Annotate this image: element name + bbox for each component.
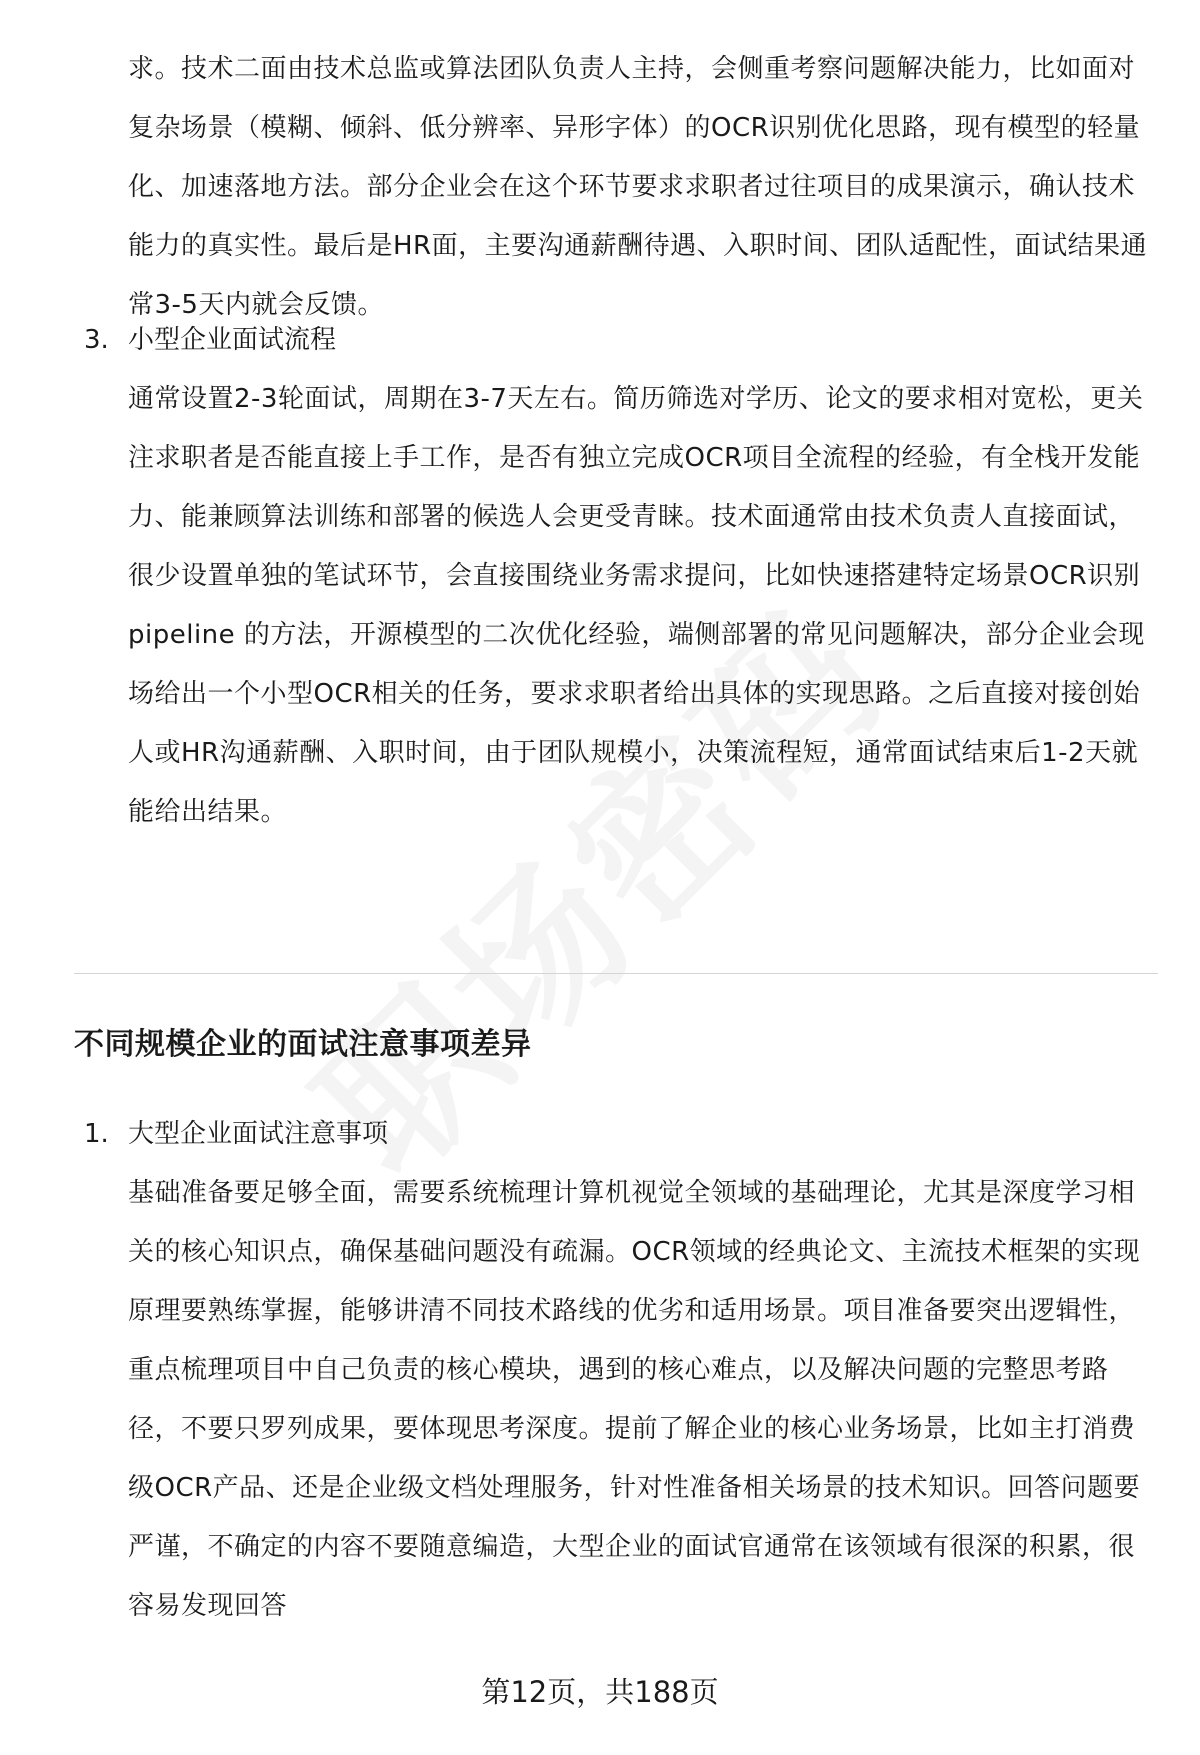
- list-item-3-body: 通常设置2-3轮面试，周期在3-7天左右。简历筛选对学历、论文的要求相对宽松，更关注求职者是否能直接上手工作，是否有独立完成OCR项目全流程的经验，有全栈开发能力、能兼顾算法训练和部署的候选人会更受青睐。技术面通常由技术负责人直接面试，很少设置单独的笔试环节，会直接围绕业务需求提问，比如快速搭建特定场景OCR识别 pipeline 的方法，开源模型的二次优化经验，端侧部署的常见问题解决，部分企业会现场给出一个小型OCR相关的任务，要求求职者给出具体的实现思路。之后直接对接创始人或HR沟通薪酬、入职时间，由于团队规模小，决策流程短，通常面试结束后1-2天就能给出结果。: [128, 384, 1145, 827]
- list-number: 1.: [84, 1119, 109, 1149]
- section-divider: [74, 973, 1158, 974]
- list-item-label: 小型企业面试流程: [128, 325, 337, 355]
- list-item-label: 大型企业面试注意事项: [128, 1119, 389, 1149]
- list-number: 3.: [84, 325, 109, 355]
- section-heading: 不同规模企业的面试注意事项差异: [74, 1027, 532, 1062]
- page-number: 第12页，共188页: [481, 1675, 719, 1709]
- list-item-3-title: [84, 311, 1154, 370]
- list-item-1-body: 基础准备要足够全面，需要系统梳理计算机视觉全领域的基础理论，尤其是深度学习相关的核心知识点，确保基础问题没有疏漏。OCR领域的经典论文、主流技术框架的实现原理要熟练掌握，能够讲清不同技术路线的优劣和适用场景。项目准备要突出逻辑性，重点梳理项目中自己负责的核心模块，遇到的核心难点，以及解决问题的完整思考路径，不要只罗列成果，要体现思考深度。提前了解企业的核心业务场景，比如主打消费级OCR产品、还是企业级文档处理服务，针对性准备相关场景的技术知识。回答问题要严谨，不确定的内容不要随意编造，大型企业的面试官通常在该领域有很深的积累，很容易发现回答: [128, 1178, 1141, 1621]
- continued-paragraph: 求。技术二面由技术总监或算法团队负责人主持，会侧重考察问题解决能力，比如面对复杂场景（模糊、倾斜、低分辨率、异形字体）的OCR识别优化思路，现有模型的轻量化、加速落地方法。部分企业会在这个环节要求求职者过往项目的成果演示，确认技术能力的真实性。最后是HR面，主要沟通薪酬待遇、入职时间、团队适配性，面试结果通常3-5天内就会反馈。: [128, 54, 1148, 320]
- list-item-1-title: [84, 1105, 1154, 1164]
